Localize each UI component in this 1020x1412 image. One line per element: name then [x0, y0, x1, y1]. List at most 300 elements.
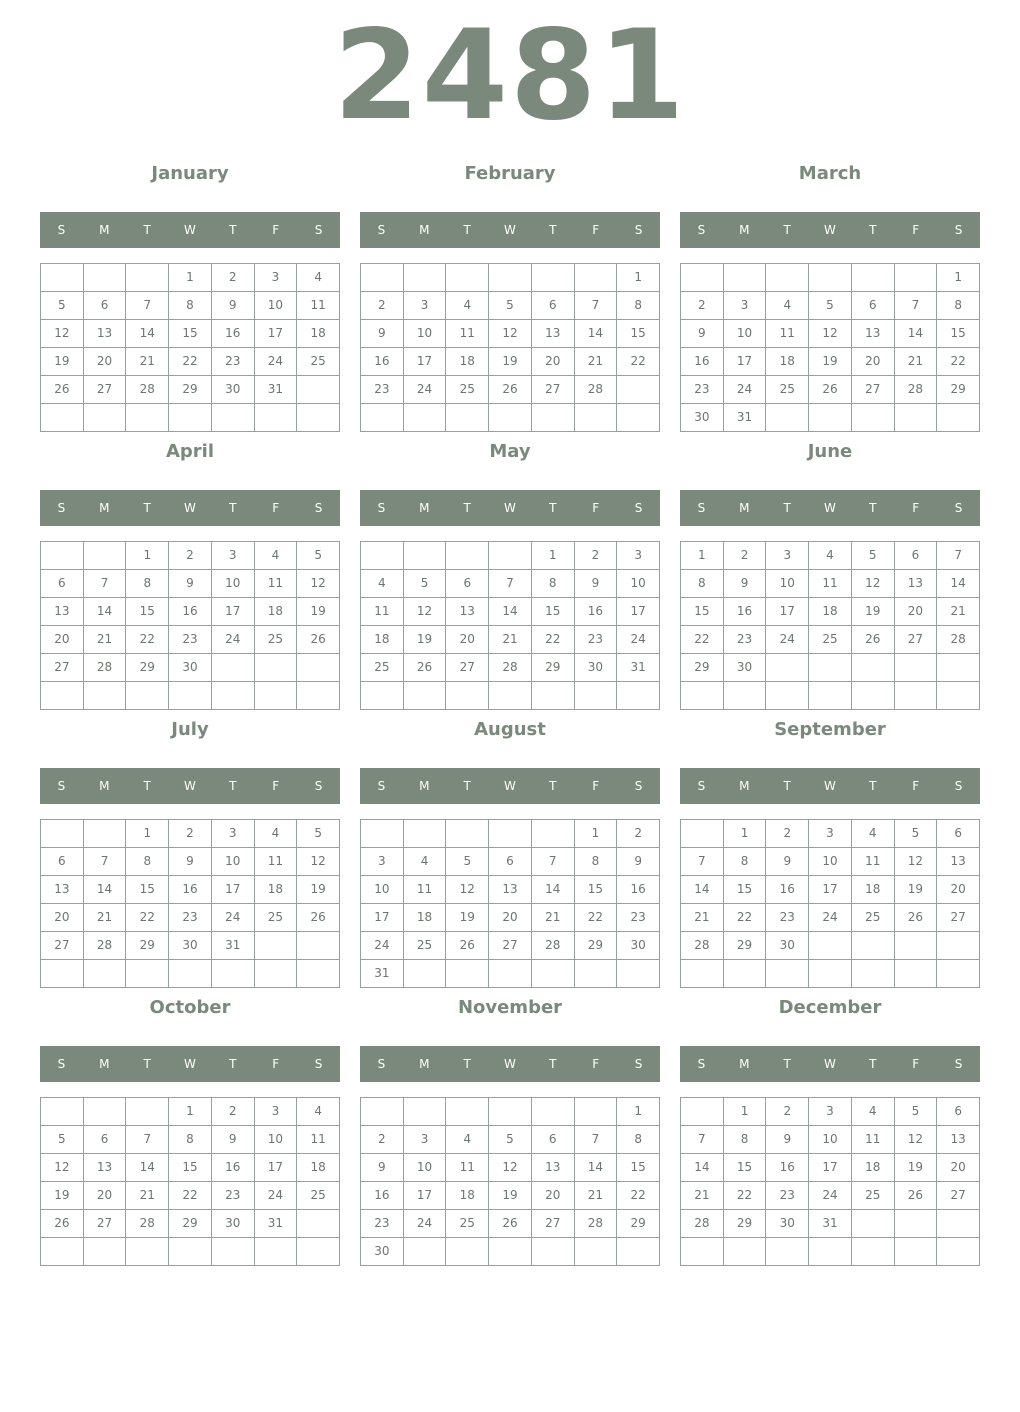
month-february [360, 156, 660, 432]
weekday-label: T [463, 501, 471, 515]
day-cell: 21 [532, 904, 575, 932]
empty-cell [41, 404, 84, 432]
month-october [40, 990, 340, 1266]
day-grid [360, 263, 660, 432]
weekday-label: M [419, 223, 430, 237]
empty-cell [852, 1210, 895, 1238]
day-cell: 6 [937, 820, 980, 848]
day-cell: 23 [766, 1182, 809, 1210]
day-cell: 10 [255, 292, 298, 320]
empty-cell [852, 404, 895, 432]
day-cell: 11 [404, 876, 447, 904]
day-cell: 12 [895, 848, 938, 876]
day-cell: 15 [724, 1154, 767, 1182]
weekday-label: S [697, 501, 706, 515]
day-cell: 19 [297, 598, 340, 626]
weekday-label: M [739, 779, 750, 793]
weekday-label: M [99, 501, 110, 515]
weekday-label: T [143, 779, 151, 793]
day-cell: 13 [446, 598, 489, 626]
day-cell: 20 [937, 1154, 980, 1182]
empty-cell [446, 960, 489, 988]
day-cell: 4 [852, 1098, 895, 1126]
day-cell: 16 [617, 876, 660, 904]
day-cell: 26 [41, 376, 84, 404]
day-cell: 2 [361, 292, 404, 320]
weekday-label: T [463, 779, 471, 793]
day-grid [680, 263, 980, 432]
day-cell: 21 [489, 626, 532, 654]
empty-cell [297, 932, 340, 960]
day-cell: 12 [297, 848, 340, 876]
day-cell: 18 [255, 876, 298, 904]
day-cell: 29 [532, 654, 575, 682]
day-cell: 6 [84, 1126, 127, 1154]
day-cell: 5 [895, 820, 938, 848]
day-cell: 13 [41, 598, 84, 626]
empty-cell [404, 820, 447, 848]
day-cell: 2 [724, 542, 767, 570]
day-cell: 11 [361, 598, 404, 626]
empty-cell [895, 264, 938, 292]
empty-cell [255, 932, 298, 960]
weekday-header [360, 768, 660, 804]
empty-cell [617, 1238, 660, 1266]
empty-cell [126, 682, 169, 710]
day-cell: 11 [255, 570, 298, 598]
empty-cell [532, 682, 575, 710]
day-cell: 9 [766, 1126, 809, 1154]
day-cell: 28 [575, 1210, 618, 1238]
empty-cell [446, 542, 489, 570]
day-cell: 24 [617, 626, 660, 654]
day-cell: 14 [84, 598, 127, 626]
day-cell: 12 [446, 876, 489, 904]
empty-cell [937, 1238, 980, 1266]
day-cell: 13 [489, 876, 532, 904]
day-cell: 16 [724, 598, 767, 626]
empty-cell [41, 960, 84, 988]
weekday-label: M [739, 501, 750, 515]
month-march [680, 156, 980, 432]
day-cell: 20 [446, 626, 489, 654]
day-cell: 27 [937, 904, 980, 932]
weekday-label: M [739, 1057, 750, 1071]
day-cell: 13 [532, 1154, 575, 1182]
day-cell: 18 [361, 626, 404, 654]
day-cell: 25 [446, 376, 489, 404]
day-cell: 3 [809, 1098, 852, 1126]
day-cell: 21 [84, 904, 127, 932]
day-cell: 26 [852, 626, 895, 654]
weekday-header [360, 212, 660, 248]
empty-cell [895, 1210, 938, 1238]
day-cell: 3 [255, 1098, 298, 1126]
empty-cell [489, 960, 532, 988]
weekday-label: W [184, 779, 196, 793]
day-cell: 7 [937, 542, 980, 570]
weekday-label: F [592, 779, 600, 793]
day-cell: 26 [41, 1210, 84, 1238]
day-cell: 2 [575, 542, 618, 570]
weekday-label: F [272, 501, 280, 515]
day-cell: 10 [724, 320, 767, 348]
day-grid [360, 819, 660, 988]
weekday-label: F [912, 223, 920, 237]
day-cell: 30 [766, 1210, 809, 1238]
weekday-header [40, 212, 340, 248]
day-cell: 13 [937, 848, 980, 876]
day-cell: 14 [532, 876, 575, 904]
weekday-label: T [143, 501, 151, 515]
day-cell: 5 [809, 292, 852, 320]
weekday-label: T [549, 223, 557, 237]
empty-cell [937, 654, 980, 682]
day-cell: 25 [297, 1182, 340, 1210]
empty-cell [809, 264, 852, 292]
day-cell: 7 [84, 570, 127, 598]
day-grid [40, 541, 340, 710]
day-cell: 30 [212, 1210, 255, 1238]
day-cell: 24 [404, 376, 447, 404]
day-cell: 28 [84, 932, 127, 960]
weekday-label: S [314, 223, 323, 237]
day-cell: 20 [489, 904, 532, 932]
empty-cell [361, 820, 404, 848]
day-cell: 16 [681, 348, 724, 376]
day-cell: 1 [724, 820, 767, 848]
day-cell: 12 [809, 320, 852, 348]
empty-cell [41, 1238, 84, 1266]
day-cell: 24 [255, 1182, 298, 1210]
day-cell: 11 [809, 570, 852, 598]
day-cell: 12 [852, 570, 895, 598]
day-cell: 16 [212, 1154, 255, 1182]
empty-cell [446, 1098, 489, 1126]
empty-cell [446, 820, 489, 848]
day-cell: 23 [361, 376, 404, 404]
day-cell: 30 [169, 932, 212, 960]
day-cell: 1 [169, 1098, 212, 1126]
day-cell: 10 [404, 320, 447, 348]
empty-cell [169, 404, 212, 432]
day-cell: 30 [681, 404, 724, 432]
day-cell: 18 [297, 320, 340, 348]
day-cell: 3 [809, 820, 852, 848]
day-cell: 29 [126, 932, 169, 960]
day-cell: 19 [489, 1182, 532, 1210]
weekday-label: W [824, 223, 836, 237]
empty-cell [489, 682, 532, 710]
day-cell: 15 [937, 320, 980, 348]
empty-cell [84, 960, 127, 988]
day-grid [40, 819, 340, 988]
empty-cell [84, 1238, 127, 1266]
weekday-label: M [419, 501, 430, 515]
day-cell: 15 [169, 320, 212, 348]
weekday-label: T [869, 223, 877, 237]
empty-cell [575, 1098, 618, 1126]
weekday-header [680, 1046, 980, 1082]
day-cell: 25 [297, 348, 340, 376]
day-cell: 6 [895, 542, 938, 570]
day-cell: 19 [895, 876, 938, 904]
day-cell: 26 [297, 626, 340, 654]
weekday-header [680, 490, 980, 526]
day-cell: 6 [937, 1098, 980, 1126]
weekday-label: W [184, 223, 196, 237]
weekday-label: S [697, 1057, 706, 1071]
weekday-label: M [419, 779, 430, 793]
day-cell: 18 [297, 1154, 340, 1182]
day-cell: 16 [361, 348, 404, 376]
day-cell: 30 [212, 376, 255, 404]
empty-cell [84, 820, 127, 848]
empty-cell [895, 932, 938, 960]
empty-cell [681, 264, 724, 292]
empty-cell [126, 404, 169, 432]
empty-cell [361, 1098, 404, 1126]
day-grid [40, 1097, 340, 1266]
day-cell: 2 [766, 820, 809, 848]
weekday-label: M [739, 223, 750, 237]
day-cell: 25 [809, 626, 852, 654]
day-cell: 10 [809, 1126, 852, 1154]
empty-cell [255, 654, 298, 682]
day-cell: 31 [212, 932, 255, 960]
weekday-label: F [912, 501, 920, 515]
day-cell: 7 [681, 1126, 724, 1154]
day-cell: 21 [126, 1182, 169, 1210]
empty-cell [766, 1238, 809, 1266]
empty-cell [84, 264, 127, 292]
weekday-label: S [954, 223, 963, 237]
day-cell: 3 [212, 542, 255, 570]
weekday-label: F [592, 501, 600, 515]
day-cell: 22 [126, 626, 169, 654]
day-cell: 26 [446, 932, 489, 960]
day-cell: 16 [169, 598, 212, 626]
day-cell: 17 [766, 598, 809, 626]
day-cell: 12 [41, 1154, 84, 1182]
day-cell: 18 [255, 598, 298, 626]
empty-cell [361, 404, 404, 432]
weekday-label: F [912, 779, 920, 793]
day-cell: 17 [255, 320, 298, 348]
day-cell: 16 [766, 876, 809, 904]
day-cell: 13 [41, 876, 84, 904]
day-cell: 20 [41, 626, 84, 654]
weekday-label: T [869, 1057, 877, 1071]
empty-cell [404, 682, 447, 710]
day-cell: 27 [852, 376, 895, 404]
month-title: February [464, 163, 556, 184]
empty-cell [404, 404, 447, 432]
day-cell: 14 [126, 1154, 169, 1182]
empty-cell [489, 1098, 532, 1126]
day-cell: 20 [852, 348, 895, 376]
day-cell: 16 [212, 320, 255, 348]
day-cell: 19 [895, 1154, 938, 1182]
weekday-label: W [824, 501, 836, 515]
day-cell: 27 [532, 376, 575, 404]
month-title: October [149, 997, 231, 1018]
weekday-label: T [549, 501, 557, 515]
day-cell: 3 [361, 848, 404, 876]
day-cell: 17 [809, 876, 852, 904]
day-cell: 15 [724, 876, 767, 904]
day-cell: 8 [681, 570, 724, 598]
day-cell: 31 [809, 1210, 852, 1238]
day-cell: 9 [212, 292, 255, 320]
day-cell: 26 [895, 904, 938, 932]
day-cell: 21 [575, 348, 618, 376]
day-cell: 22 [617, 1182, 660, 1210]
day-cell: 5 [895, 1098, 938, 1126]
day-cell: 19 [41, 348, 84, 376]
day-cell: 13 [84, 1154, 127, 1182]
day-cell: 17 [255, 1154, 298, 1182]
weekday-label: W [184, 1057, 196, 1071]
month-january [40, 156, 340, 432]
empty-cell [681, 1238, 724, 1266]
day-cell: 25 [766, 376, 809, 404]
day-cell: 23 [169, 626, 212, 654]
weekday-label: T [229, 1057, 237, 1071]
day-grid [360, 1097, 660, 1266]
empty-cell [404, 960, 447, 988]
day-cell: 25 [852, 904, 895, 932]
day-cell: 16 [169, 876, 212, 904]
empty-cell [446, 264, 489, 292]
empty-cell [297, 1210, 340, 1238]
day-cell: 7 [575, 292, 618, 320]
empty-cell [41, 542, 84, 570]
empty-cell [297, 1238, 340, 1266]
month-november [360, 990, 660, 1266]
day-cell: 22 [532, 626, 575, 654]
day-cell: 14 [489, 598, 532, 626]
day-grid [680, 819, 980, 988]
day-cell: 30 [361, 1238, 404, 1266]
empty-cell [575, 960, 618, 988]
day-cell: 21 [84, 626, 127, 654]
empty-cell [532, 1098, 575, 1126]
day-cell: 29 [681, 654, 724, 682]
day-cell: 24 [724, 376, 767, 404]
month-title: November [457, 997, 563, 1018]
day-cell: 2 [212, 1098, 255, 1126]
empty-cell [895, 404, 938, 432]
weekday-label: T [783, 223, 791, 237]
day-cell: 18 [766, 348, 809, 376]
day-cell: 1 [169, 264, 212, 292]
day-cell: 8 [532, 570, 575, 598]
empty-cell [617, 960, 660, 988]
day-cell: 12 [895, 1126, 938, 1154]
weekday-label: S [314, 501, 323, 515]
day-cell: 11 [446, 1154, 489, 1182]
day-cell: 10 [255, 1126, 298, 1154]
empty-cell [126, 1098, 169, 1126]
day-cell: 27 [532, 1210, 575, 1238]
empty-cell [297, 404, 340, 432]
day-cell: 8 [169, 1126, 212, 1154]
empty-cell [489, 820, 532, 848]
empty-cell [681, 682, 724, 710]
day-cell: 4 [404, 848, 447, 876]
day-cell: 20 [84, 1182, 127, 1210]
weekday-label: T [783, 501, 791, 515]
day-cell: 24 [212, 904, 255, 932]
empty-cell [532, 820, 575, 848]
empty-cell [809, 654, 852, 682]
empty-cell [617, 404, 660, 432]
day-cell: 23 [361, 1210, 404, 1238]
day-cell: 8 [724, 848, 767, 876]
day-cell: 6 [446, 570, 489, 598]
empty-cell [255, 682, 298, 710]
month-may [360, 434, 660, 710]
day-cell: 8 [575, 848, 618, 876]
day-cell: 21 [937, 598, 980, 626]
day-cell: 11 [766, 320, 809, 348]
weekday-label: T [783, 779, 791, 793]
weekday-label: S [57, 779, 66, 793]
day-cell: 28 [489, 654, 532, 682]
day-cell: 27 [84, 1210, 127, 1238]
empty-cell [297, 654, 340, 682]
day-cell: 22 [126, 904, 169, 932]
day-cell: 8 [617, 292, 660, 320]
day-cell: 17 [617, 598, 660, 626]
day-cell: 15 [532, 598, 575, 626]
day-cell: 9 [361, 320, 404, 348]
day-cell: 11 [297, 292, 340, 320]
day-cell: 17 [724, 348, 767, 376]
day-cell: 25 [852, 1182, 895, 1210]
day-cell: 7 [895, 292, 938, 320]
weekday-label: S [314, 779, 323, 793]
day-cell: 3 [404, 292, 447, 320]
day-cell: 6 [41, 570, 84, 598]
empty-cell [41, 1098, 84, 1126]
day-cell: 18 [404, 904, 447, 932]
day-cell: 12 [41, 320, 84, 348]
day-cell: 5 [41, 292, 84, 320]
day-cell: 10 [361, 876, 404, 904]
day-cell: 28 [937, 626, 980, 654]
weekday-label: T [869, 501, 877, 515]
weekday-label: S [954, 779, 963, 793]
weekday-label: M [99, 223, 110, 237]
day-cell: 22 [169, 1182, 212, 1210]
day-cell: 15 [575, 876, 618, 904]
empty-cell [937, 1210, 980, 1238]
day-cell: 25 [361, 654, 404, 682]
day-cell: 3 [617, 542, 660, 570]
empty-cell [169, 682, 212, 710]
day-cell: 29 [169, 376, 212, 404]
month-title: January [151, 163, 229, 184]
day-cell: 28 [895, 376, 938, 404]
day-cell: 8 [617, 1126, 660, 1154]
day-cell: 16 [361, 1182, 404, 1210]
day-cell: 28 [84, 654, 127, 682]
day-cell: 5 [489, 1126, 532, 1154]
day-cell: 18 [852, 876, 895, 904]
day-cell: 30 [617, 932, 660, 960]
